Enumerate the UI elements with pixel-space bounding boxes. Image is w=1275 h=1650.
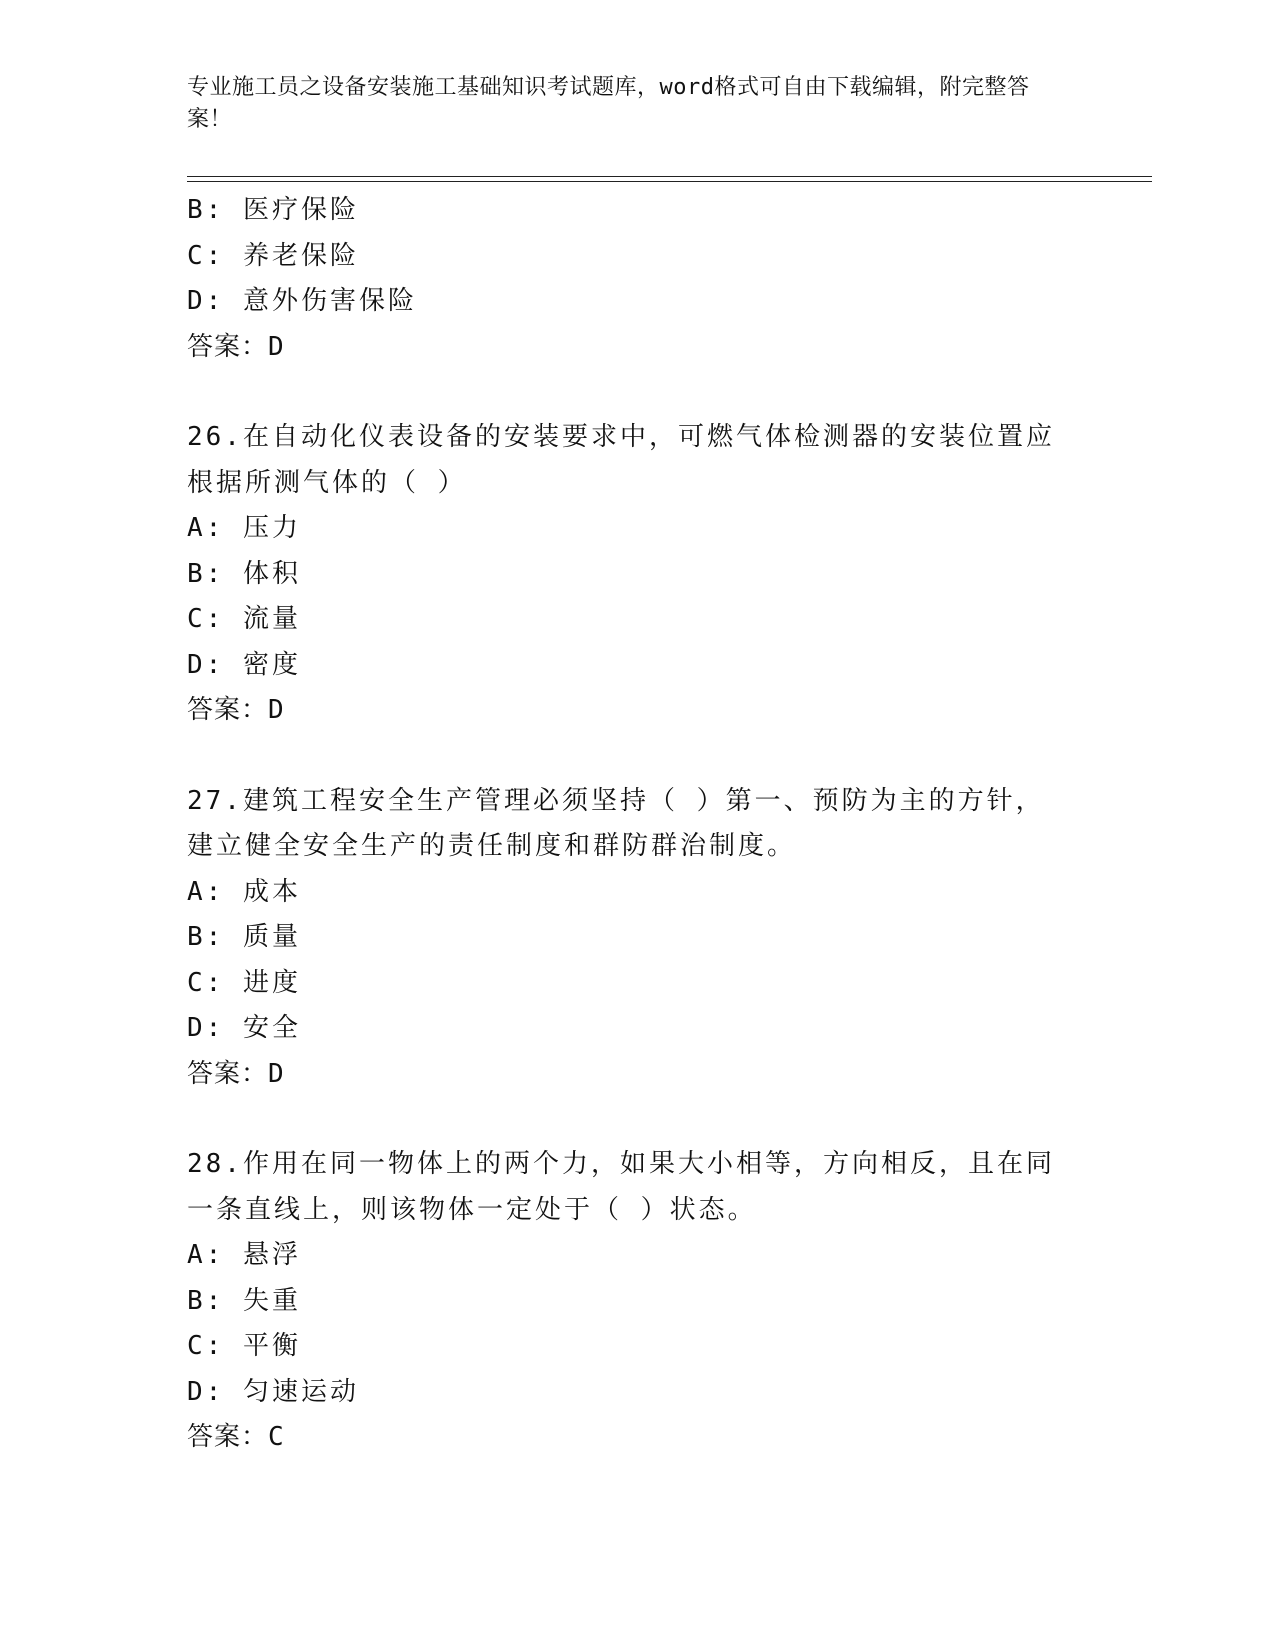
option-d [187, 643, 1087, 689]
question-block-27 [187, 779, 1087, 1098]
question-block-28 [187, 1142, 1087, 1461]
option-text: 医疗保险 [242, 195, 359, 225]
header-title: 专业施工员之设备安装施工基础知识考试题库，word格式可自由下载编辑，附完整答案！ [187, 75, 1030, 132]
option-label: A: [187, 876, 225, 907]
answer-line: 答案：D [187, 331, 285, 362]
option-label: B: [187, 922, 225, 952]
option-b [187, 552, 1087, 598]
option-label: C: [187, 240, 225, 271]
option-d [187, 279, 1087, 325]
option-text: 密度 [242, 649, 301, 680]
option-label: A: [187, 1240, 225, 1270]
option-label: B: [187, 195, 225, 225]
option-label: B: [187, 558, 225, 589]
option-b [187, 188, 1087, 234]
question-text: 27.建筑工程安全生产管理必须坚持（ ）第一、预防为主的方针，建立健全安全生产的责任制度和群防群治制度。 [187, 785, 1045, 861]
option-b [187, 1279, 1087, 1325]
option-text: 压力 [242, 513, 301, 543]
option-text: 意外伤害保险 [242, 286, 417, 316]
option-text: 养老保险 [242, 240, 359, 271]
answer-line: 答案：D [187, 695, 285, 725]
option-d [187, 1370, 1087, 1416]
header-divider [187, 176, 1152, 177]
option-label: D: [187, 1376, 225, 1407]
option-c [187, 1324, 1087, 1370]
option-text: 成本 [242, 876, 301, 907]
option-c [187, 961, 1087, 1007]
question-block-26 [187, 415, 1087, 734]
question-text: 28.作用在同一物体上的两个力，如果大小相等，方向相反，且在同一条直线上，则该物体一定处于（ ）状态。 [187, 1149, 1055, 1225]
option-b [187, 915, 1087, 961]
option-text: 安全 [242, 1013, 301, 1043]
answer-line: 答案：C [187, 1422, 285, 1452]
option-c [187, 234, 1087, 280]
option-label: C: [187, 1331, 225, 1361]
option-text: 质量 [242, 922, 301, 952]
option-text: 体积 [242, 558, 301, 589]
option-text: 悬浮 [242, 1240, 301, 1270]
option-text: 平衡 [242, 1331, 301, 1361]
option-d [187, 1006, 1087, 1052]
option-a [187, 506, 1087, 552]
question-block-continued [187, 188, 1087, 370]
option-text: 流量 [242, 604, 301, 634]
answer-line: 答案：D [187, 1058, 285, 1089]
option-label: D: [187, 1013, 225, 1043]
option-label: A: [187, 513, 225, 543]
option-label: B: [187, 1285, 225, 1316]
option-text: 匀速运动 [242, 1376, 359, 1407]
option-text: 失重 [242, 1285, 301, 1316]
header-divider-secondary [187, 181, 1152, 182]
option-label: C: [187, 967, 225, 998]
question-text: 26.在自动化仪表设备的安装要求中，可燃气体检测器的安装位置应根据所测气体的（ ） [187, 422, 1055, 498]
option-text: 进度 [242, 967, 301, 998]
option-a [187, 870, 1087, 916]
document-header [187, 72, 1067, 136]
document-content [187, 188, 1087, 1461]
option-label: D: [187, 286, 225, 316]
option-label: D: [187, 649, 225, 680]
option-c [187, 597, 1087, 643]
option-label: C: [187, 604, 225, 634]
option-a [187, 1233, 1087, 1279]
